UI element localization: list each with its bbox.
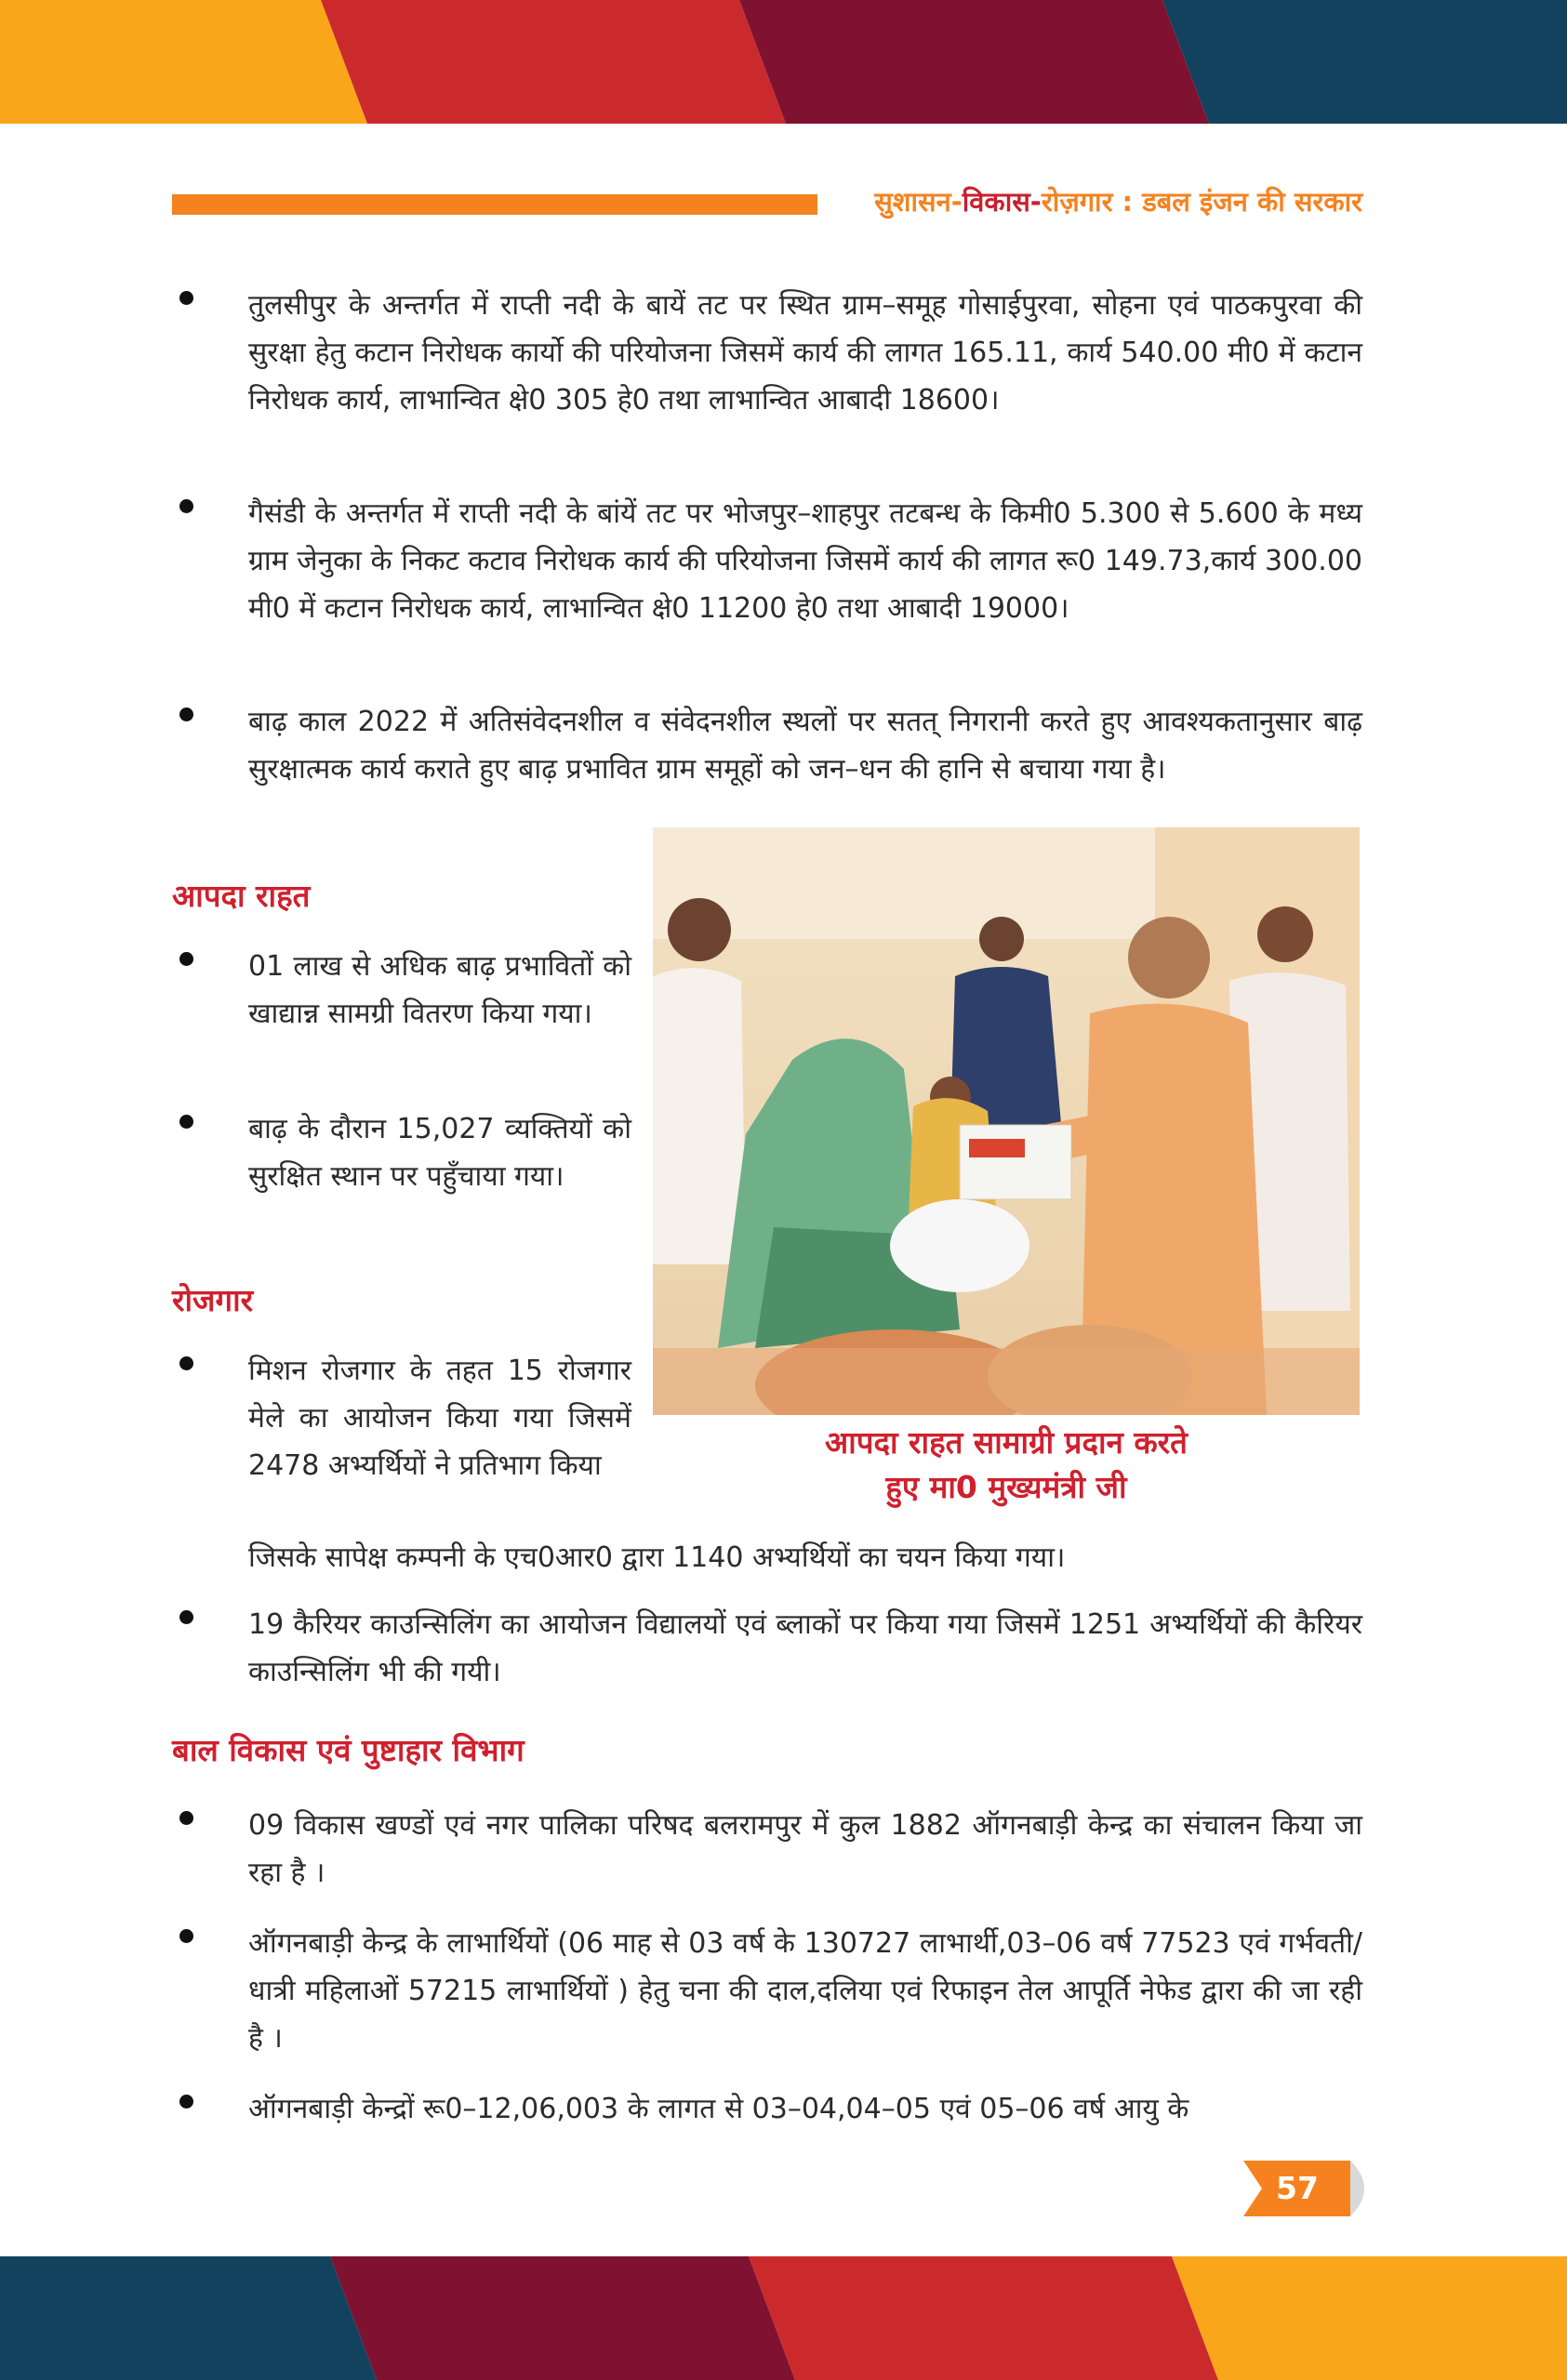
employment-bullet-1-continued: जिसके सापेक्ष कम्पनी के एच0आर0 द्वारा 1140 अभ्यर्थियों का चयन किया गया। [248,1541,1066,1574]
band-orange-segment [1172,2256,1567,2380]
header-rule [172,194,817,215]
flood-bullet-1: तुलसीपुर के अन्तर्गत में राप्ती नदी के बायें तट पर स्थित ग्राम–समूह गोसाईपुरवा, सोहना एवं पाठकपुरवा की सुरक्षा हेतु कटान निरोधक कार्यो की परियोजना जिसमें कार्य की लागत 165.11, कार्य 540.00 मी0 में कटान निरोधक कार्य, लाभान्वित क्षे0 305 हे0 तथा लाभान्वित आबादी 18600। [248,289,1362,416]
relief-bullet-1: 01 लाख से अधिक बाढ़ प्रभावितों को खाद्यान्न सामग्री वितरण किया गया। [248,950,631,1030]
band-orange-segment [0,0,367,124]
employment-heading: रोजगार [172,1282,254,1318]
photo-caption [653,1421,1360,1510]
bullet-dot [179,1929,193,1943]
bullet-dot [179,1610,193,1624]
bullet-dot [179,291,193,305]
flood-bullet-2: गैसंडी के अन्तर्गत में राप्ती नदी के बांयें तट पर भोजपुर–शाहपुर तटबन्ध के किमी0 5.300 से 5.600 के मध्य ग्राम जेनुका के निकट कटाव निरोधक कार्य की परियोजना जिसमें कार्य की लागत रू0 149.73,कार्य 300.00 मी0 में कटान निरोधक कार्य, लाभान्वित क्षे0 11200 हे0 तथा आबादी 19000। [248,497,1362,625]
band-maroon-segment [330,2256,795,2380]
employment-bullet-1: मिशन रोजगार के तहत 15 रोजगार मेले का आयोजन किया गया जिसमें 2478 अभ्यर्थियों ने प्रतिभाग किया [248,1355,631,1482]
photo-caption-line-1: आपदा राहत सामाग्री प्रदान करते [825,1424,1188,1461]
child-development-heading: बाल विकास एवं पुष्टाहार विभाग [172,1732,525,1768]
relief-bullet-2: बाढ़ के दौरान 15,027 व्यक्तियों को सुरक्षित स्थान पर पहुँचाया गया। [248,1113,631,1193]
photo-caption-line-2: हुए मा0 मुख्यमंत्री जी [885,1469,1127,1505]
running-header [172,183,1362,220]
employment-bullet-2: 19 कैरियर काउन्सिलिंग का आयोजन विद्यालयों एवं ब्लाकों पर किया गया जिसमें 1251 अभ्यर्थियों की कैरियर काउन्सिलिंग भी की गयी। [248,1608,1362,1688]
header-title: सुशासन-विकास-रोज़गार : डबल इंजन की सरकार [874,186,1362,218]
bottom-color-band [0,2256,1567,2380]
band-maroon-segment [739,0,1209,124]
band-red-segment [321,0,786,124]
band-navy-segment [1162,0,1567,124]
bullet-dot [179,1356,193,1370]
bullet-dot [179,707,193,721]
bullet-dot [179,952,193,966]
bullet-dot [179,1811,193,1825]
band-red-segment [749,2256,1218,2380]
relief-heading: आपदा राहत [172,878,311,914]
bullet-dot [179,2095,193,2109]
bullet-dot [179,1115,193,1129]
top-color-band [0,0,1567,124]
band-navy-segment [0,2256,377,2380]
bullet-dot [179,499,193,513]
child-bullet-1: 09 विकास खण्डों एवं नगर पालिका परिषद बलरामपुर में कुल 1882 ऑगनबाड़ी केन्द्र का संचालन किया जा रहा है । [248,1809,1362,1889]
flood-bullet-3: बाढ़ काल 2022 में अतिसंवेदनशील व संवेदनशील स्थलों पर सतत् निगरानी करते हुए आवश्यकतानुसार बाढ़ सुरक्षात्मक कार्य कराते हुए बाढ़ प्रभावित ग्राम समूहों को जन–धन की हानि से बचाया गया है। [248,706,1362,786]
child-bullet-3: ऑगनबाड़ी केन्द्रों रू0–12,06,003 के लागत से 03–04,04–05 एवं 05–06 वर्ष आयु के [248,2093,1189,2125]
page-number: 57 [1276,2170,1319,2206]
child-bullet-2: ऑगनबाड़ी केन्द्र के लाभार्थियों (06 माह से 03 वर्ष के 130727 लाभार्थी,03–06 वर्ष 77523 एवं गर्भवती/धात्री महिलाओं 57215 लाभार्थियों ) हेतु चना की दाल,दलिया एवं रिफाइन तेल आपूर्ति नेफेड द्वारा की जा रही है । [248,1927,1362,2055]
relief-distribution-photo [653,827,1360,1415]
